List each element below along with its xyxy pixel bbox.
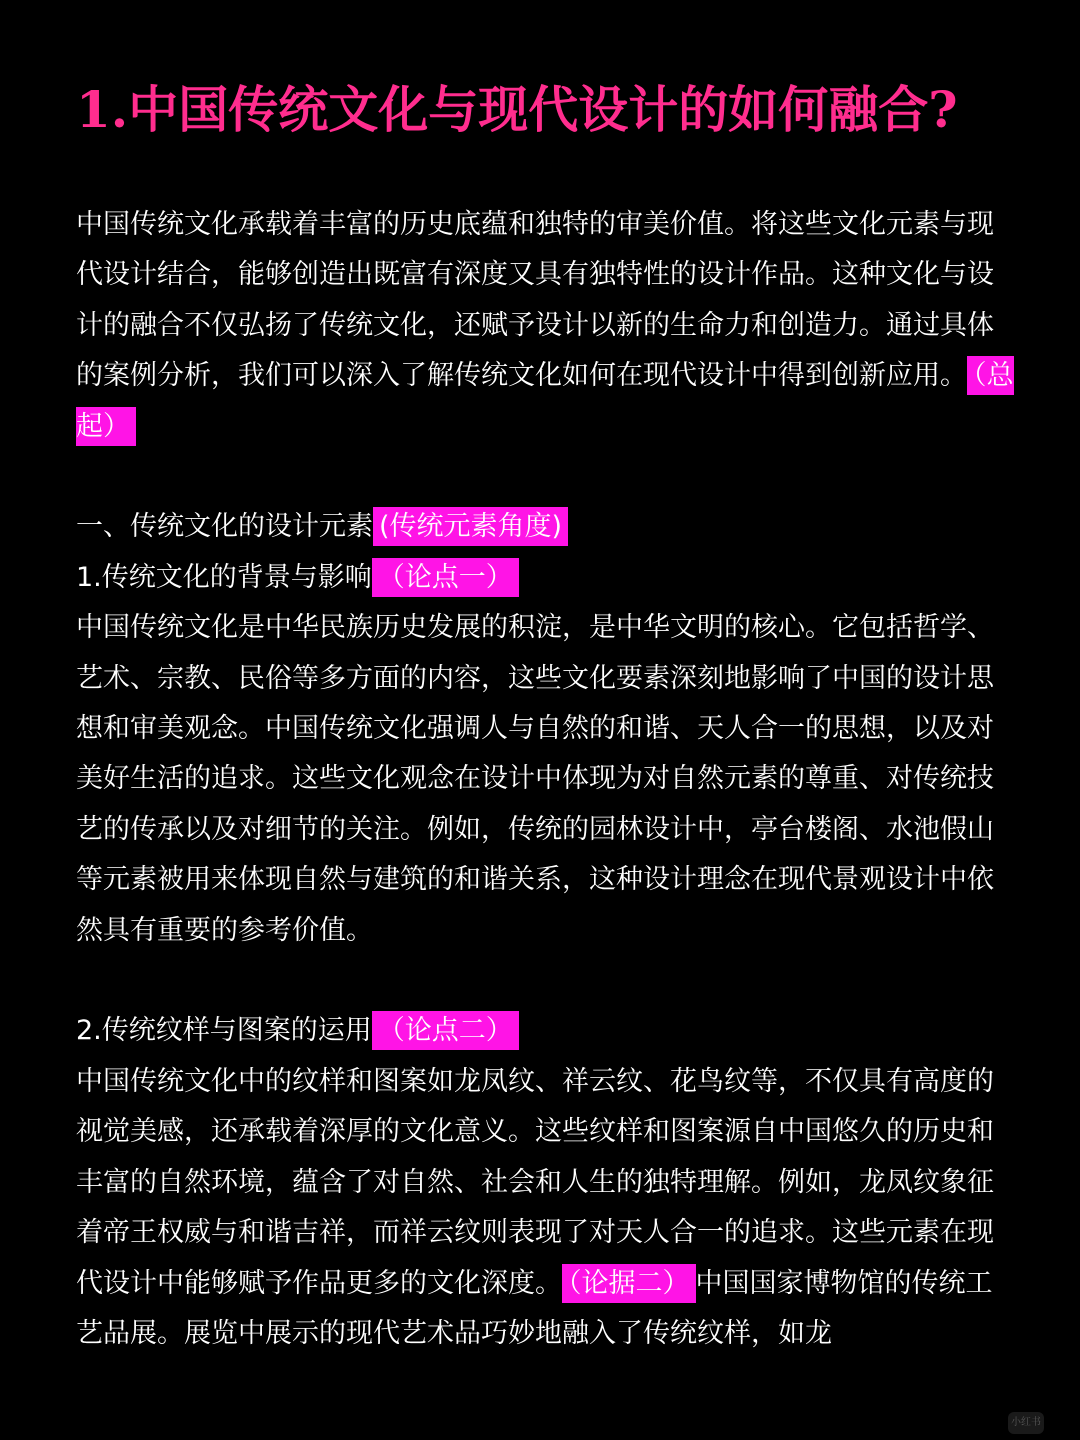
point2-body-after: 中国国家博物馆的传统工艺品展。展览中展示的现代艺术品巧妙地融入了传统纹样，如龙 <box>76 1267 993 1349</box>
paragraph-gap <box>76 956 1016 1006</box>
point1-tag: （论点一） <box>372 558 519 597</box>
intro-paragraph <box>76 200 1016 452</box>
point2-body <box>76 1057 1016 1359</box>
point1-body: 中国传统文化是中华民族历史发展的积淀，是中华文明的核心。它包括哲学、艺术、宗教、民俗等多方面的内容，这些文化要素深刻地影响了中国的设计思想和审美观念。中国传统文化强调人与自然的和谐、天人合一的思想，以及对美好生活的追求。这些文化观念在设计中体现为对自然元素的尊重、对传统技艺的传承以及对细节的关注。例如，传统的园林设计中，亭台楼阁、水池假山等元素被用来体现自然与建筑的和谐关系，这种设计理念在现代景观设计中依然具有重要的参考价值。 <box>76 612 994 946</box>
point1-heading-text: 1.传统文化的背景与影响 <box>76 561 372 593</box>
page-title: 1.中国传统文化与现代设计的如何融合? <box>76 80 958 139</box>
section1-heading <box>76 502 1016 552</box>
point2-body-before: 中国传统文化中的纹样和图案如龙凤纹、祥云纹、花鸟纹等，不仅具有高度的视觉美感，还承载着深厚的文化意义。这些纹样和图案源自中国悠久的历史和丰富的自然环境，蕴含了对自然、社会和人生的独特理解。例如，龙凤纹象征着帝王权威与和谐吉祥，而祥云纹则表现了对天人合一的追求。这些元素在现代设计中能够赋予作品更多的文化深度。 <box>76 1065 994 1299</box>
article-body <box>76 200 1016 1359</box>
watermark-logo: 小红书 <box>1008 1412 1044 1434</box>
intro-tag: （总起） <box>76 356 1014 445</box>
point2-tag: （论点二） <box>372 1011 519 1050</box>
point2-heading-text: 2.传统纹样与图案的运用 <box>76 1015 372 1047</box>
point1-heading <box>76 553 1016 603</box>
evidence-tag: （论据二） <box>562 1264 696 1303</box>
paragraph-gap <box>76 452 1016 502</box>
intro-text: 中国传统文化承载着丰富的历史底蕴和独特的审美价值。将这些文化元素与现代设计结合，能够创造出既富有深度又具有独特性的设计作品。这种文化与设计的融合不仅弘扬了传统文化，还赋予设计以新的生命力和创造力。通过具体的案例分析，我们可以深入了解传统文化如何在现代设计中得到创新应用。 <box>76 209 994 392</box>
section1-tag: (传统元素角度) <box>373 507 568 546</box>
section1-heading-text: 一、传统文化的设计元素 <box>76 511 373 543</box>
point2-heading <box>76 1006 1016 1056</box>
